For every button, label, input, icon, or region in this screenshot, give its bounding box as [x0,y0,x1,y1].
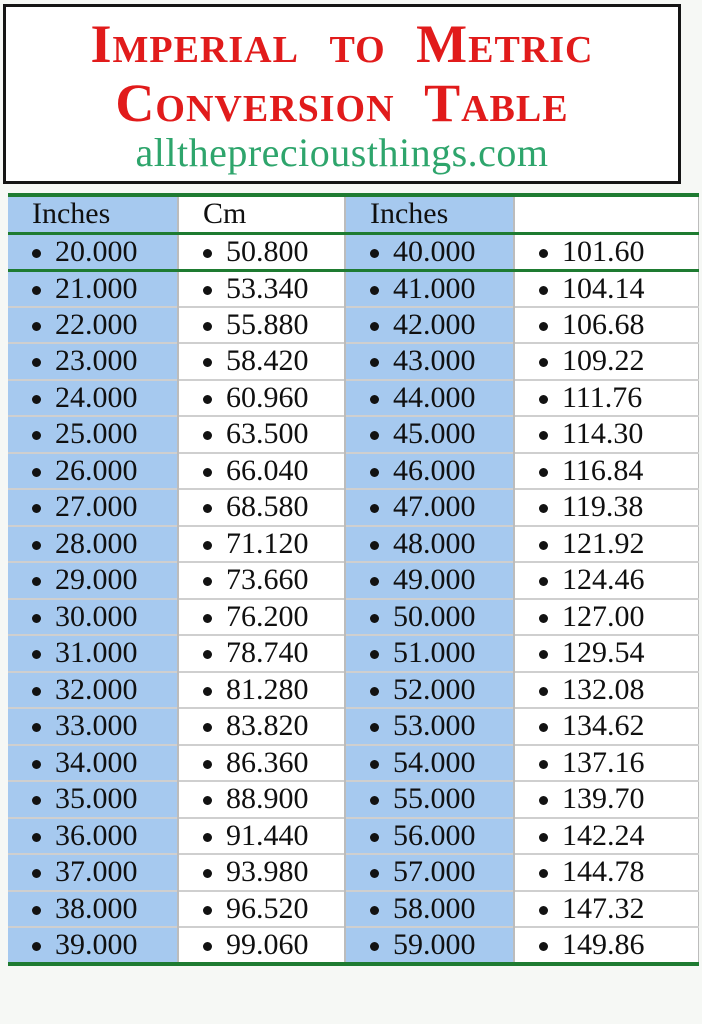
bullet-icon [370,395,379,404]
cell-value: 42.000 [393,307,476,341]
bullet-icon [539,723,548,732]
cell-value: 93.980 [226,855,309,889]
inches-cell [345,818,514,855]
bullet-icon [539,286,548,295]
cell-value: 34.000 [55,745,138,779]
bullet-icon [370,577,379,586]
cell-value: 36.000 [55,818,138,852]
table-row [8,818,698,855]
table-row [8,672,698,709]
bullet-icon [32,614,41,623]
cell-value: 44.000 [393,380,476,414]
bullet-icon [203,322,212,331]
cell-value: 38.000 [55,891,138,925]
cm-cell [514,635,698,672]
cm-cell [514,672,698,709]
cell-value: 32.000 [55,672,138,706]
bullet-icon [539,869,548,878]
bullet-icon [32,723,41,732]
inches-cell [8,818,178,855]
table-row [8,745,698,782]
bullet-icon [539,431,548,440]
page-title-line1: Imperial to Metric [90,14,594,74]
bullet-icon [203,760,212,769]
bullet-icon [370,468,379,477]
bullet-icon [370,760,379,769]
cm-cell [178,343,345,380]
table-row [8,343,698,380]
bullet-icon [203,614,212,623]
cm-cell [178,599,345,636]
cm-cell [178,891,345,928]
cell-value: 96.520 [226,891,309,925]
bullet-icon [32,869,41,878]
cell-value: 55.880 [226,307,309,341]
cm-cell [178,708,345,745]
inches-cell [345,854,514,891]
bullet-icon [203,723,212,732]
table-row [8,453,698,490]
cell-value: 58.000 [393,891,476,925]
bullet-icon [539,833,548,842]
inches-cell [8,453,178,490]
bullet-icon [539,322,548,331]
inches-cell [8,927,178,964]
bullet-icon [203,358,212,367]
bullet-icon [32,431,41,440]
inches-cell [345,416,514,453]
table-row [8,891,698,928]
cm-cell [178,270,345,307]
inches-cell [345,489,514,526]
inches-cell [8,270,178,307]
cell-value: 51.000 [393,636,476,670]
cell-value: 91.440 [226,818,309,852]
cm-cell [514,526,698,563]
cell-value: 78.740 [226,636,309,670]
cell-value: 53.000 [393,709,476,743]
website-url: allthepreciousthings.com [135,130,549,176]
bullet-icon [32,286,41,295]
bullet-icon [539,395,548,404]
table-row [8,599,698,636]
cm-cell [514,781,698,818]
cell-value: 50.000 [393,599,476,633]
table-row [8,307,698,344]
inches-cell [345,380,514,417]
cm-cell [178,489,345,526]
cell-value: 76.200 [226,599,309,633]
bullet-icon [539,504,548,513]
cm-cell [178,635,345,672]
inches-cell [345,343,514,380]
cm-cell [178,380,345,417]
cell-value: 59.000 [393,928,476,961]
bullet-icon [32,577,41,586]
cell-value: 37.000 [55,855,138,889]
inches-cell [345,927,514,964]
cell-value: 25.000 [55,417,138,451]
table-row [8,380,698,417]
cm-cell [514,891,698,928]
bullet-icon [370,614,379,623]
cm-cell [178,233,345,270]
bullet-icon [370,942,379,951]
inches-cell [345,635,514,672]
table-row [8,708,698,745]
inches-cell [345,526,514,563]
bullet-icon [539,760,548,769]
cell-value: 22.000 [55,307,138,341]
column-header-inches-left: Inches [8,195,178,233]
bullet-icon [203,249,212,258]
cell-value: 119.38 [562,490,644,524]
cm-cell [514,489,698,526]
bullet-icon [32,468,41,477]
bullet-icon [370,833,379,842]
cell-value: 101.60 [562,234,645,268]
cm-cell [514,745,698,782]
bullet-icon [32,322,41,331]
bullet-icon [32,395,41,404]
bullet-icon [539,614,548,623]
bullet-icon [370,796,379,805]
cm-cell [178,745,345,782]
cell-value: 45.000 [393,417,476,451]
cell-value: 52.000 [393,672,476,706]
table-row [8,562,698,599]
cell-value: 63.500 [226,417,309,451]
inches-cell [345,599,514,636]
table-row [8,854,698,891]
bullet-icon [370,504,379,513]
cell-value: 147.32 [562,891,645,925]
inches-cell [345,672,514,709]
bullet-icon [32,650,41,659]
bullet-icon [32,906,41,915]
bullet-icon [203,577,212,586]
cm-cell [514,307,698,344]
cell-value: 54.000 [393,745,476,779]
cell-value: 83.820 [226,709,309,743]
bullet-icon [539,906,548,915]
cm-cell [514,270,698,307]
bullet-icon [203,869,212,878]
bullet-icon [203,687,212,696]
inches-cell [345,307,514,344]
cm-cell [514,416,698,453]
cell-value: 106.68 [562,307,645,341]
conversion-table [8,193,699,966]
bullet-icon [539,541,548,550]
column-header-cm-left: Cm [178,195,345,233]
cm-cell [178,562,345,599]
cell-value: 129.54 [562,636,645,670]
cell-value: 20.000 [55,234,138,268]
bullet-icon [203,650,212,659]
bullet-icon [32,504,41,513]
cell-value: 149.86 [562,928,645,961]
cell-value: 35.000 [55,782,138,816]
bullet-icon [370,869,379,878]
cell-value: 114.30 [562,417,644,451]
cm-cell [178,672,345,709]
bullet-icon [370,723,379,732]
cm-cell [178,927,345,964]
cell-value: 144.78 [562,855,645,889]
inches-cell [8,526,178,563]
bullet-icon [539,249,548,258]
bullet-icon [370,650,379,659]
cm-cell [178,781,345,818]
cm-cell [514,233,698,270]
cm-cell [514,380,698,417]
title-box [3,4,681,184]
column-header-inches-right: Inches [345,195,514,233]
inches-cell [8,380,178,417]
cell-value: 109.22 [562,344,645,378]
inches-cell [345,891,514,928]
cell-value: 43.000 [393,344,476,378]
inches-cell [8,416,178,453]
cell-value: 47.000 [393,490,476,524]
cell-value: 73.660 [226,563,309,597]
inches-cell [345,708,514,745]
inches-cell [8,599,178,636]
inches-cell [8,781,178,818]
cell-value: 99.060 [226,928,309,961]
bullet-icon [32,249,41,258]
cell-value: 56.000 [393,818,476,852]
cm-cell [514,818,698,855]
bullet-icon [370,687,379,696]
inches-cell [8,854,178,891]
bullet-icon [32,760,41,769]
bullet-icon [370,431,379,440]
cell-value: 27.000 [55,490,138,524]
inches-cell [345,781,514,818]
bullet-icon [32,942,41,951]
cell-value: 31.000 [55,636,138,670]
bullet-icon [32,358,41,367]
table-row [8,635,698,672]
table-header-row [8,195,698,233]
bullet-icon [203,286,212,295]
inches-cell [8,307,178,344]
cm-cell [178,526,345,563]
bullet-icon [203,942,212,951]
cell-value: 116.84 [562,453,644,487]
cell-value: 24.000 [55,380,138,414]
bullet-icon [203,504,212,513]
cell-value: 88.900 [226,782,309,816]
inches-cell [8,233,178,270]
bullet-icon [539,650,548,659]
cm-cell [178,416,345,453]
inches-cell [345,233,514,270]
table-row [8,526,698,563]
cell-value: 40.000 [393,234,476,268]
inches-cell [345,562,514,599]
bullet-icon [203,906,212,915]
inches-cell [8,562,178,599]
table-row [8,233,698,270]
table-row [8,489,698,526]
cell-value: 57.000 [393,855,476,889]
cell-value: 86.360 [226,745,309,779]
bullet-icon [203,468,212,477]
bullet-icon [539,687,548,696]
bullet-icon [370,286,379,295]
cell-value: 39.000 [55,928,138,961]
bullet-icon [203,833,212,842]
cell-value: 139.70 [562,782,645,816]
inches-cell [8,343,178,380]
cm-cell [178,453,345,490]
bullet-icon [539,577,548,586]
inches-cell [345,745,514,782]
cell-value: 49.000 [393,563,476,597]
cm-cell [514,599,698,636]
bullet-icon [203,796,212,805]
table-row [8,416,698,453]
cell-value: 121.92 [562,526,645,560]
bullet-icon [370,358,379,367]
cell-value: 81.280 [226,672,309,706]
bullet-icon [32,687,41,696]
cell-value: 68.580 [226,490,309,524]
cell-value: 46.000 [393,453,476,487]
inches-cell [8,672,178,709]
cell-value: 29.000 [55,563,138,597]
cell-value: 104.14 [562,271,645,305]
column-header-cm-right [514,195,698,233]
cell-value: 71.120 [226,526,309,560]
bullet-icon [32,833,41,842]
cm-cell [514,927,698,964]
cell-value: 55.000 [393,782,476,816]
inches-cell [8,489,178,526]
cell-value: 66.040 [226,453,309,487]
cell-value: 33.000 [55,709,138,743]
cm-cell [514,708,698,745]
inches-cell [8,635,178,672]
inches-cell [8,745,178,782]
cell-value: 111.76 [562,380,643,414]
table-row [8,781,698,818]
bullet-icon [203,395,212,404]
cell-value: 58.420 [226,344,309,378]
cm-cell [178,307,345,344]
cell-value: 142.24 [562,818,645,852]
bullet-icon [203,541,212,550]
cell-value: 28.000 [55,526,138,560]
cell-value: 26.000 [55,453,138,487]
bullet-icon [370,322,379,331]
cell-value: 60.960 [226,380,309,414]
cm-cell [514,562,698,599]
bullet-icon [370,906,379,915]
bullet-icon [539,942,548,951]
cm-cell [178,854,345,891]
cell-value: 41.000 [393,271,476,305]
cell-value: 134.62 [562,709,645,743]
bullet-icon [370,541,379,550]
cell-value: 132.08 [562,672,645,706]
bullet-icon [32,796,41,805]
table-row [8,270,698,307]
inches-cell [8,708,178,745]
bullet-icon [370,249,379,258]
cell-value: 30.000 [55,599,138,633]
cell-value: 50.800 [226,234,309,268]
cell-value: 53.340 [226,271,309,305]
cell-value: 23.000 [55,344,138,378]
page-title-line2: Conversion Table [115,73,569,134]
inches-cell [8,891,178,928]
cm-cell [514,343,698,380]
bullet-icon [539,358,548,367]
cm-cell [514,453,698,490]
bullet-icon [203,431,212,440]
cm-cell [514,854,698,891]
cell-value: 137.16 [562,745,645,779]
cm-cell [178,818,345,855]
inches-cell [345,270,514,307]
cell-value: 127.00 [562,599,645,633]
cell-value: 48.000 [393,526,476,560]
table-row [8,927,698,964]
cell-value: 21.000 [55,271,138,305]
bullet-icon [539,468,548,477]
cell-value: 124.46 [562,563,645,597]
bullet-icon [32,541,41,550]
bullet-icon [539,796,548,805]
inches-cell [345,453,514,490]
